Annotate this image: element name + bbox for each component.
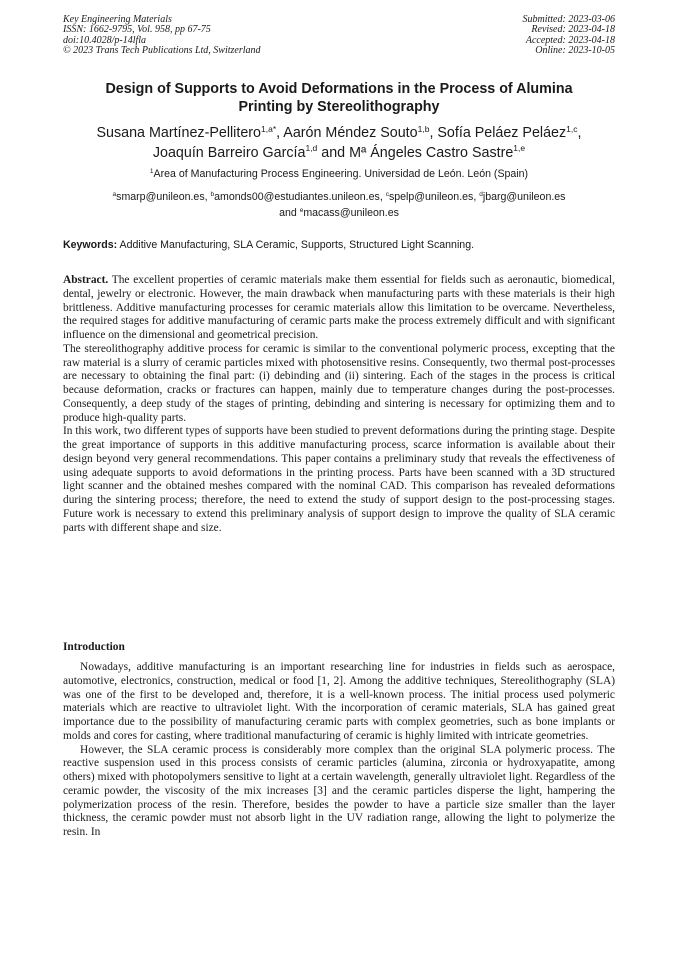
email-superscript: c (385, 191, 389, 198)
abstract-paragraph (63, 274, 615, 343)
introduction-paragraph: However, the SLA ceramic process is considerably more complex than the original SLA polymeric process. The reactive suspension used in this process consists of ceramic particles (alumina, zirconia or hydroxyapatite, among others) mixed with photopolymers sensitive to light at a certain wavelength, generally ultraviolet light. Regardless of the ceramic powder, the viscosity of the mix increases [3] and the ceramic particles disperse the light, hampering the polymerization process of the resin. Therefore, besides the powder to have a particle size smaller than the layer thickness, the ceramic powder must not absorb light in the UV radiation range, allowing the light to polymerize the resin. In (63, 743, 615, 838)
email-address: smarp@unileon.es (116, 191, 205, 203)
issn-line: ISSN: 1662-9795, Vol. 958, pp 67-75 (63, 24, 211, 36)
abstract-label: Abstract. (63, 274, 109, 286)
title-line-1: Design of Supports to Avoid Deformations in the Process of Alumina (105, 81, 573, 97)
author-separator: , (429, 125, 438, 141)
journal-info (63, 15, 261, 57)
email-separator: , (379, 191, 386, 203)
abstract-paragraph: The stereolithography additive process for ceramic is similar to the conventional polymeric process, excepting that the raw material is a slurry of ceramic particles mixed with photosensitive resins. Consequently, two thermal post-processes are necessary to obtaining the final part: (i) debinding and (ii) sintering. Each of the stages in the process is critical because deformation, cracks or fractures can happen, mainly due to temperature changes during the post-processes. Consequently, a deep study of the stages of printing, debinding and sintering is necessary for optimizing them and to produce high-quality parts. (63, 342, 615, 424)
author-superscript: 1,b (417, 123, 430, 134)
email-separator: , (473, 191, 480, 203)
email-separator: and (279, 207, 300, 219)
email-superscript: d (479, 191, 483, 198)
submitted-date: Submitted: 2023-03-06 (522, 14, 615, 25)
author-superscript: 1,e (513, 143, 526, 153)
affiliation-superscript: 1 (149, 168, 154, 175)
author-separator: , (577, 125, 582, 141)
abstract-paragraph: In this work, two different types of supports have been studied to prevent deformations during the printing stage. Despite the great importance of supports in this additive manufacturing process, scarce information is available about their design beyond very general recommendations. This paper contains a preliminary study that reveals the effectiveness of using adequate supports to avoid deformations in the printing process. Parts have been scanned with a 3D structured light scanner and the obtained meshes compared with the nominal CAD. This comparison has revealed deformations during the sintering process; therefore, the need to extend the study of support design to the post-processing stages. Future work is necessary to extend this preliminary analysis of support design to improve the quality of SLA ceramic parts with different shape and size. (63, 425, 615, 534)
doi-line: doi:10.4028/p-14lfla (63, 34, 147, 46)
author-name: Sofía Peláez Peláez (437, 125, 567, 141)
affiliation-text: Area of Manufacturing Process Engineering. Universidad de León. León (Spain) (153, 168, 529, 180)
author-separator: , (276, 125, 284, 141)
author-name: Joaquín Barreiro García (152, 144, 306, 161)
title-line-2: Printing by Stereolithography (238, 98, 440, 115)
email-address: jbarg@unileon.es (482, 191, 566, 203)
author-name: Mª Ángeles Castro Sastre (349, 144, 514, 161)
author-list (50, 124, 628, 163)
abstract-text: The excellent properties of ceramic materials make them essential for fields such as aeronautic, biomedical, dental, jewelry or electronic. However, the main drawback when manufacturing parts with these materials is their high brittleness. Additive manufacturing processes for ceramic materials allow this limitation to be overcame. Nevertheless, the required stages for additive manufacturing of ceramic parts make the process extremely difficult and with significant influence on the dimensional and geometrical precision. (63, 274, 615, 341)
revised-date: Revised: 2023-04-18 (531, 24, 615, 36)
email-separator: , (204, 191, 211, 203)
author-name: Aarón Méndez Souto (283, 125, 418, 141)
email-superscript: a (112, 191, 117, 198)
online-date: Online: 2023-10-05 (535, 45, 615, 57)
email-superscript: b (210, 191, 215, 198)
copyright-line: © 2023 Trans Tech Publications Ltd, Switzerland (63, 45, 261, 57)
author-superscript: 1,a* (261, 123, 277, 134)
introduction-body (63, 661, 615, 840)
keywords-label: Keywords: (63, 239, 118, 251)
accepted-date: Accepted: 2023-04-18 (525, 34, 615, 46)
email-address: macass@unileon.es (303, 207, 399, 219)
author-separator: and (317, 144, 350, 161)
author-superscript: 1,d (305, 143, 318, 153)
abstract (63, 274, 615, 535)
introduction-heading: Introduction (63, 641, 125, 653)
keywords-text: Additive Manufacturing, SLA Ceramic, Supports, Structured Light Scanning. (119, 239, 475, 251)
email-list (55, 190, 623, 222)
publication-dates (523, 15, 616, 57)
email-address: amonds00@estudiantes.unileon.es (214, 191, 380, 203)
journal-name: Key Engineering Materials (63, 14, 172, 25)
keywords (63, 238, 623, 252)
affiliation (63, 167, 615, 183)
email-address: spelp@unileon.es (388, 191, 474, 203)
author-name: Susana Martínez-Pellitero (96, 125, 261, 141)
introduction-paragraph: Nowadays, additive manufacturing is an important researching line for industries in fields such as aerospace, automotive, electronics, construction, medical or food [1, 2]. Among the additive techniques, Stereolithography (SLA) was one of the first to be developed and, therefore, it is a well-known process. The initial process used polymeric materials which are reactive to ultraviolet light. With the incorporation of ceramic materials, SLA has gained great importance due to the possibility of manufacturing ceramic parts with complex geometries, such as bone implants or molds and cores for casting, where traditional manufacturing of ceramic is highly limited with intricate geometries. (63, 661, 615, 742)
author-superscript: 1,c (566, 123, 578, 134)
paper-title (63, 81, 615, 116)
email-superscript: e (299, 207, 304, 214)
